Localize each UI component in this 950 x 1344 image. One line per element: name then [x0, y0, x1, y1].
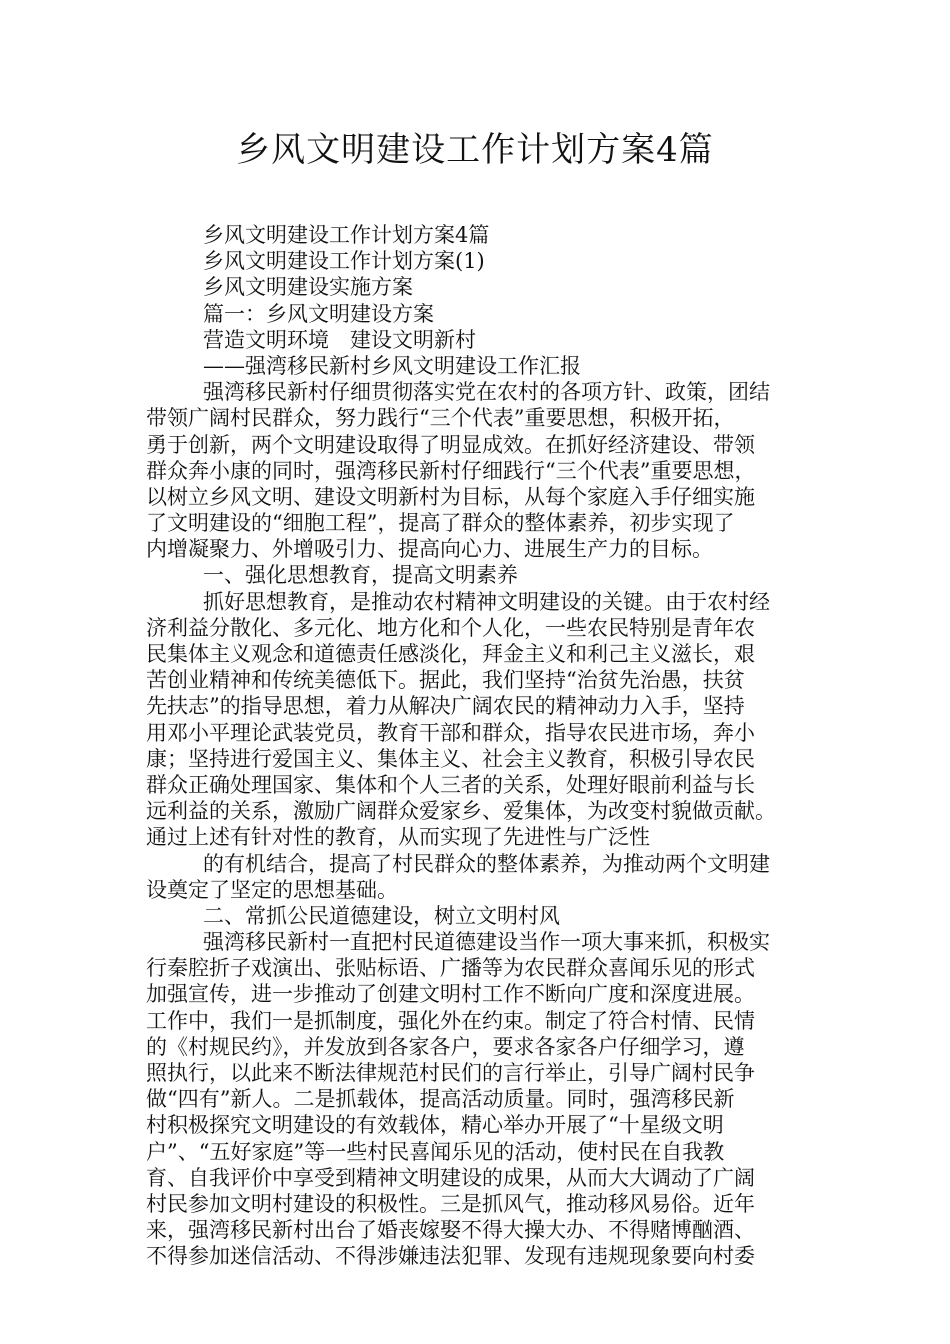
body-text-line: 用邓小平理论武装党员，教育干部和群众，指导农民进市场，奔小	[146, 720, 755, 745]
body-text-line: 篇一：乡风文明建设方案	[203, 301, 434, 326]
body-text-line: 做“四有”新人。二是抓载体，提高活动质量。同时，强湾移民新	[146, 1087, 735, 1112]
document-body	[146, 222, 830, 1270]
body-text-line: 苦创业精神和传统美德低下。据此，我们坚持“治贫先治愚，扶贫	[146, 668, 745, 693]
body-text-line: 勇于创新，两个文明建设取得了明显成效。在抓好经济建设、带领	[146, 432, 755, 457]
document-title: 乡风文明建设工作计划方案4篇	[236, 130, 714, 170]
body-text-line: 乡风文明建设实施方案	[203, 275, 413, 300]
body-text-line: 民集体主义观念和道德责任感淡化，拜金主义和利己主义滋长，艰	[146, 642, 755, 666]
body-text-line: 济利益分散化、多元化、地方化和个人化，一些农民特别是青年农	[146, 615, 755, 640]
body-text-line: 不得参加迷信活动、不得涉嫌违法犯罪、发现有违规现象要向村委	[146, 1244, 755, 1269]
body-text-line: 带领广阔村民群众，努力践行“三个代表”重要思想，积极开拓，	[146, 406, 735, 431]
body-text-line: 内增凝聚力、外增吸引力、提高向心力、进展生产力的目标。	[146, 537, 713, 562]
body-text-line: 强湾移民新村仔细贯彻落实党在农村的各项方针、政策，团结	[203, 380, 770, 405]
body-text-line: 行秦腔折子戏演出、张贴标语、广播等为农民群众喜闻乐见的形式	[146, 956, 755, 981]
body-text-line: 营造文明环境 建设文明新村	[203, 327, 476, 352]
body-text-line: 远利益的关系，激励广阔群众爱家乡、爱集体，为改变村貌做贡献。	[146, 799, 776, 824]
body-text-line: 的有机结合，提高了村民群众的整体素养，为推动两个文明建	[203, 851, 770, 876]
body-text-line: 先扶志”的指导思想，着力从解决广阔农民的精神动力入手，坚持	[146, 694, 745, 719]
body-text-line: ——强湾移民新村乡风文明建设工作汇报	[203, 353, 581, 378]
body-text-line: 二、常抓公民道德建设，树立文明村风	[203, 903, 560, 928]
body-text-line: 群众奔小康的同时，强湾移民新村仔细践行“三个代表”重要思想，	[146, 458, 756, 483]
body-text-line: 了文明建设的“细胞工程”，提高了群众的整体素养，初步实现了	[146, 511, 735, 536]
body-text-line: 工作中，我们一是抓制度，强化外在约束。制定了符合村情、民情	[146, 1008, 755, 1033]
body-text-line: 设奠定了坚定的思想基础。	[146, 877, 398, 902]
body-text-line: 加强宣传，进一步推动了创建文明村工作不断向广度和深度进展。	[146, 982, 755, 1007]
body-text-line: 强湾移民新村一直把村民道德建设当作一项大事来抓，积极实	[203, 930, 770, 955]
body-text-line: 户”、“五好家庭”等一些村民喜闻乐见的活动，使村民在自我教	[146, 1139, 725, 1164]
body-text-line: 育、自我评价中享受到精神文明建设的成果，从而大大调动了广阔	[146, 1165, 755, 1190]
body-text-line: 以树立乡风文明、建设文明新村为目标，从每个家庭入手仔细实施	[146, 484, 755, 509]
body-text-line: 照执行，以此来不断法律规范村民们的言行举止，引导广阔村民争	[146, 1061, 755, 1085]
body-text-line: 村积极探究文明建设的有效载体，精心举办开展了“十星级文明	[146, 1113, 724, 1138]
body-text-line: 乡风文明建设工作计划方案4篇	[203, 223, 490, 247]
body-text-line: 村民参加文明村建设的积极性。三是抓风气，推动移风易俗。近年	[146, 1191, 755, 1216]
body-text-line: 康；坚持进行爱国主义、集体主义、社会主义教育，积极引导农民	[146, 746, 755, 771]
body-text-line: 抓好思想教育，是推动农村精神文明建设的关键。由于农村经	[203, 589, 770, 614]
body-text-line: 来，强湾移民新村出台了婚丧嫁娶不得大操大办、不得赌博酗酒、	[146, 1218, 755, 1243]
body-text-line: 一、强化思想教育，提高文明素养	[203, 563, 518, 588]
body-text-line: 乡风文明建设工作计划方案(1)	[203, 249, 485, 274]
body-text-line: 的《村规民约》，并发放到各家各户，要求各家各户仔细学习，遵	[146, 1034, 745, 1059]
body-text-line: 通过上述有针对性的教育，从而实现了先进性与广泛性	[146, 825, 650, 850]
body-text-line: 群众正确处理国家、集体和个人三者的关系，处理好眼前利益与长	[146, 772, 755, 797]
